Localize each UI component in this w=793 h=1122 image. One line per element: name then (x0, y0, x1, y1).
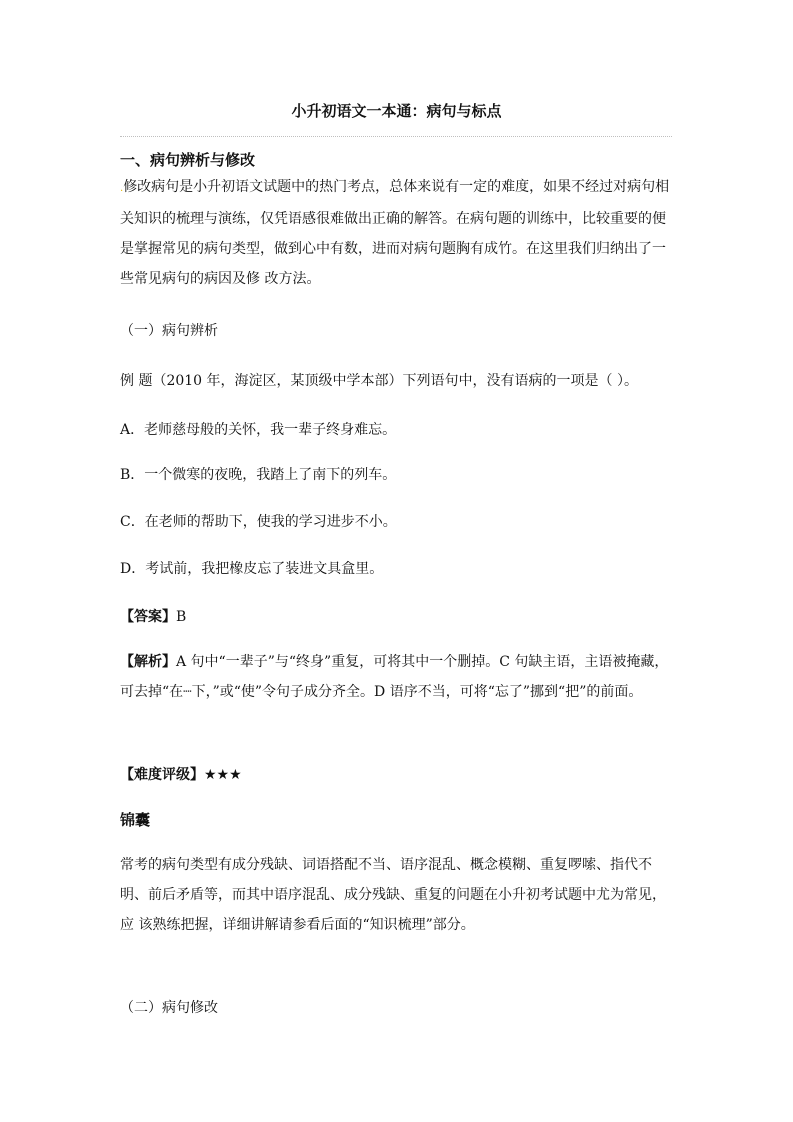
difficulty-line (120, 764, 242, 784)
analysis-label: 【解析】 (120, 654, 176, 670)
answer-value: B (176, 609, 187, 625)
tips-paragraph: 常考的病句类型有成分残缺、词语搭配不当、语序混乱、概念模糊、重复啰嗦、指代不明、前后矛盾等，而其中语序混乱、成分残缺、重复的问题在小升初考试题中尤为常见，应 该熟练把握，详细讲解请参看后面的“知识梳理”部分。 (120, 857, 666, 933)
example-question: 例 题（2010 年，海淀区，某顶级中学本部）下列语句中，没有语病的一项是（ ）。 (120, 373, 638, 389)
subsection-heading-2: （二）病句修改 (120, 1000, 218, 1016)
option-b: B．一个微寒的夜晚，我踏上了南下的列车。 (120, 467, 397, 483)
analysis-paragraph (120, 647, 672, 707)
answer-line (120, 606, 186, 626)
intro-paragraph (120, 172, 672, 294)
option-c: C．在老师的帮助下，使我的学习进步不小。 (120, 514, 397, 530)
intro-text: 修改病句是小升初语文试题中的热门考点，总体来说有一定的难度，如果不经过对病句相关知识的梳理与演练，仅凭语感很难做出正确的解答。在病句题的训练中，比较重要的便是掌握常见的病句类型，做到心中有数，进而对病句题胸有成竹。在这里我们归纳出了一些常见病句的病因及修 改方法。 (120, 179, 670, 287)
subsection-heading-1: （一）病句辨析 (120, 323, 218, 339)
paragraph-mark-icon: . (120, 183, 124, 194)
page-title: 小升初语文一本通：病句与标点 (291, 102, 502, 120)
option-d: D．考试前，我把橡皮忘了装进文具盒里。 (120, 561, 384, 577)
difficulty-stars: ★★★ (204, 767, 242, 783)
option-a: A．老师慈母般的关怀，我一辈子终身难忘。 (120, 422, 397, 438)
answer-label: 【答案】 (120, 609, 176, 625)
section-heading: 一、病句辨析与修改 (120, 151, 256, 169)
title-divider (120, 136, 672, 137)
analysis-text: A 句中“一辈子”与“终身”重复，可将其中一个删掉。C 句缺主语，主语被掩藏，可去掉“在┈下，”或“使”令句子成分齐全。D 语序不当，可将“忘了”挪到“把”的前面。 (120, 654, 669, 700)
tips-heading: 锦囊 (120, 811, 151, 829)
difficulty-label: 【难度评级】 (120, 767, 204, 783)
